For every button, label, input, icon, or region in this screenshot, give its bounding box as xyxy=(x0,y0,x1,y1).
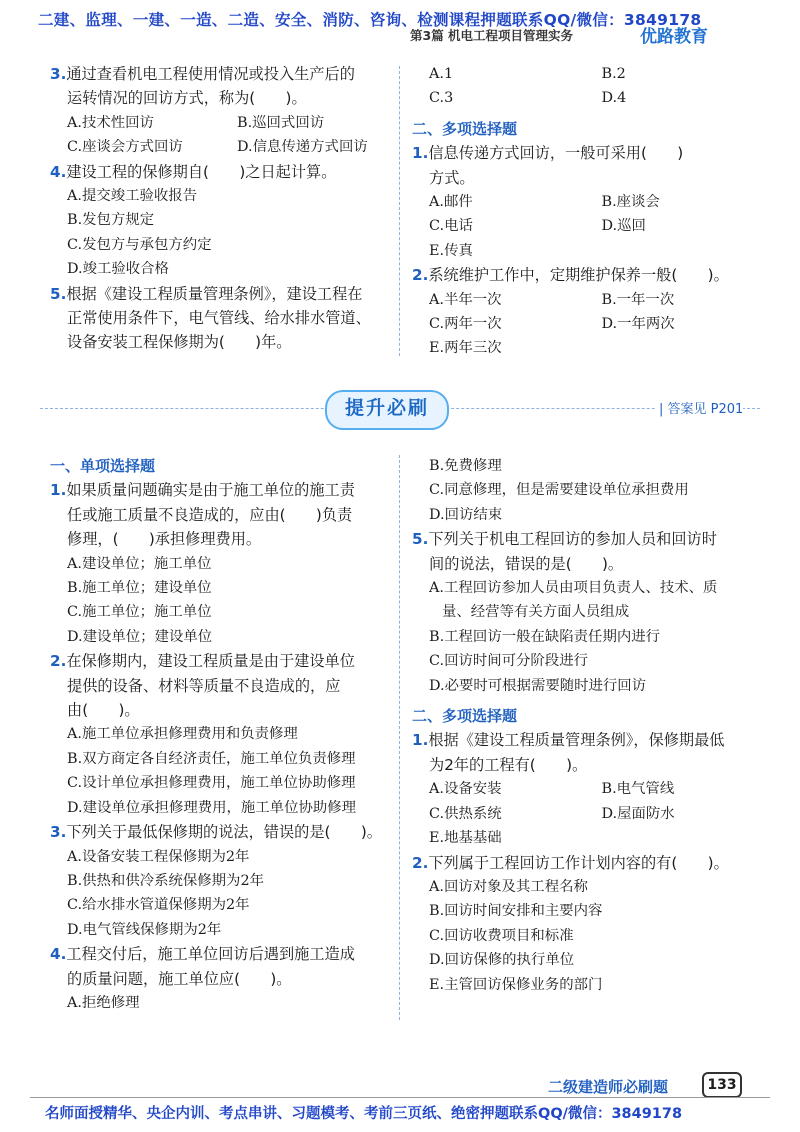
option: D.一年两次 xyxy=(601,316,675,333)
option: C.回访时间可分阶段进行 xyxy=(429,653,588,670)
option: A.工程回访参加人员由项目负责人、技术、质 xyxy=(429,580,718,597)
option: E.传真 xyxy=(429,242,473,259)
section-heading: 一、单项选择题 xyxy=(50,457,156,475)
question-2 xyxy=(50,649,395,820)
option: B.2 xyxy=(601,66,626,82)
option: D.巡回 xyxy=(601,218,646,235)
option: C.发包方与承包方约定 xyxy=(67,236,212,253)
option: B.电气管线 xyxy=(601,781,675,798)
question-4 xyxy=(50,942,395,1015)
option: B.发包方规定 xyxy=(67,212,155,229)
option: A.设备安装 xyxy=(429,781,502,798)
question-text: 建设工程的保修期自( )之日起计算。 xyxy=(66,162,337,181)
option: B.双方商定各自经济责任，施工单位负责修理 xyxy=(67,750,356,767)
option: B.巡回式回访 xyxy=(237,114,325,131)
option: B.回访时间安排和主要内容 xyxy=(429,903,603,920)
top-right-column xyxy=(412,62,757,361)
question-3 xyxy=(50,62,390,160)
publisher-logo: 优路教育 xyxy=(640,27,708,47)
option: A.邮件 xyxy=(429,194,473,211)
question-2 xyxy=(412,263,757,361)
top-ad-banner: 二建、监理、一建、一造、二造、安全、消防、咨询、检测课程押题联系QQ/微信：3849178 xyxy=(38,11,702,29)
answer-reference: | 答案见 P201 xyxy=(655,398,743,417)
question-text: 如果质量问题确实是由于施工单位的施工责 xyxy=(66,481,355,500)
question-number: 5. xyxy=(50,284,67,303)
question-text: 根据《建设工程质量管理条例》，保修期最低 xyxy=(428,731,725,750)
question-text: 通过查看机电工程使用情况或投入生产后的 xyxy=(66,65,355,83)
question-text: 根据《建设工程质量管理条例》，建设工程在 xyxy=(66,284,363,303)
option: C.同意修理，但是需要建设单位承担费用 xyxy=(429,482,689,499)
option: C.给水排水管道保修期为2年 xyxy=(67,897,250,914)
option: D.回访结束 xyxy=(429,506,503,523)
question-number: 5. xyxy=(412,530,429,549)
question-number: 4. xyxy=(50,945,67,964)
option: B.免费修理 xyxy=(429,458,502,474)
question-text-cont: 任或施工质量不良造成的，应由( )负责 xyxy=(67,505,353,524)
page-number: 133 xyxy=(702,1072,742,1098)
option: D.信息传递方式回访 xyxy=(237,139,368,156)
bottom-right-column xyxy=(412,454,757,997)
question-text: 信息传递方式回访，一般可采用( ) xyxy=(428,144,684,163)
question-text-cont: 为2年的工程有( )。 xyxy=(429,755,588,774)
question-text-cont: 设备安装工程保修期为( )年。 xyxy=(67,333,292,352)
question-number: 2. xyxy=(412,266,429,285)
option: B.一年一次 xyxy=(601,291,675,308)
question-number: 3. xyxy=(50,65,67,83)
option: D.建设单位承担修理费用，施工单位协助修理 xyxy=(67,799,357,816)
bottom-ad-banner: 名师面授精华、央企内训、考点串讲、习题模考、考前三页纸、绝密押题联系QQ/微信：3849178 xyxy=(45,1106,683,1122)
question-2 xyxy=(412,851,757,997)
option: D.回访保修的执行单位 xyxy=(429,952,575,969)
question-text: 工程交付后，施工单位回访后遇到施工造成 xyxy=(66,945,355,964)
question-text: 下列关于机电工程回访的参加人员和回访时 xyxy=(428,530,717,549)
question-5 xyxy=(50,282,390,355)
option: D.必要时可根据需要随时进行回访 xyxy=(429,677,647,694)
question-text: 下列属于工程回访工作计划内容的有( )。 xyxy=(428,853,729,872)
option: B.座谈会 xyxy=(601,194,660,211)
option: C.电话 xyxy=(429,218,473,235)
question-text: 下列关于最低保修期的说法，错误的是( )。 xyxy=(66,823,382,842)
option: A.1 xyxy=(429,66,454,82)
option: A.施工单位承担修理费用和负责修理 xyxy=(67,726,298,743)
option: C.两年一次 xyxy=(429,316,502,333)
section-heading: 二、多项选择题 xyxy=(412,119,518,138)
question-text-cont: 提供的设备、材料等质量不良造成的，应 xyxy=(67,676,341,695)
question-text-cont: 正常使用条件下，电气管线、给水排水管道、 xyxy=(67,309,371,328)
option: C.回访收费项目和标准 xyxy=(429,927,574,944)
option: A.设备安装工程保修期为2年 xyxy=(67,848,250,865)
question-text: 在保修期内，建设工程质量是由于建设单位 xyxy=(66,652,355,671)
question-text: 系统维护工作中，定期维护保养一般( )。 xyxy=(428,266,729,285)
option: C.座谈会方式回访 xyxy=(67,139,183,156)
question-text-cont: 由( )。 xyxy=(67,701,140,720)
option: E.两年三次 xyxy=(429,340,502,357)
question-4 xyxy=(50,160,390,282)
book-title: 二级建造师必刷题 xyxy=(548,1078,669,1096)
question-5 xyxy=(412,527,757,698)
option-cont: 量、经营等有关方面人员组成 xyxy=(442,604,630,621)
option: C.3 xyxy=(429,90,454,107)
question-number: 4. xyxy=(50,162,67,181)
question-number: 1. xyxy=(412,144,429,163)
question-text-cont: 修理，( )承担修理费用。 xyxy=(67,530,262,549)
option: D.4 xyxy=(601,90,627,107)
chapter-title: 第3篇 机电工程项目管理实务 xyxy=(410,28,574,43)
option: A.回访对象及其工程名称 xyxy=(429,878,588,895)
option: A.提交竣工验收报告 xyxy=(67,188,198,205)
option: A.拒绝修理 xyxy=(67,994,140,1011)
question-3 xyxy=(50,820,395,942)
option: B.施工单位；建设单位 xyxy=(67,580,212,597)
question-number: 1. xyxy=(50,481,67,500)
option: E.主管回访保修业务的部门 xyxy=(429,976,603,993)
column-divider xyxy=(399,455,400,1020)
option: E.地基基础 xyxy=(429,830,502,847)
question-text-cont: 运转情况的回访方式，称为( )。 xyxy=(67,89,307,108)
option: D.电气管线保修期为2年 xyxy=(67,921,222,938)
section-badge-label: 提升必刷 xyxy=(344,397,429,419)
question-text-cont: 间的说法，错误的是( )。 xyxy=(429,554,624,573)
option: A.技术性回访 xyxy=(67,114,154,131)
question-1 xyxy=(412,728,757,850)
option: D.屋面防水 xyxy=(601,805,675,822)
option: D.建设单位；建设单位 xyxy=(67,628,213,645)
top-left-column xyxy=(50,62,390,355)
column-divider xyxy=(399,66,400,356)
question-number: 3. xyxy=(50,823,67,842)
question-1 xyxy=(412,141,757,263)
footer-rule xyxy=(30,1097,770,1098)
question-text-cont: 方式。 xyxy=(429,168,475,187)
question-number: 2. xyxy=(412,853,429,872)
question-text-cont: 的质量问题，施工单位应( )。 xyxy=(67,969,292,988)
question-number: 2. xyxy=(50,652,67,671)
section-heading: 二、多项选择题 xyxy=(412,707,518,726)
question-number: 1. xyxy=(412,731,429,750)
option: A.半年一次 xyxy=(429,291,502,308)
option: C.施工单位；施工单位 xyxy=(67,604,212,621)
option: A.建设单位；施工单位 xyxy=(67,555,212,572)
option: D.竣工验收合格 xyxy=(67,261,169,278)
option: B.供热和供冷系统保修期为2年 xyxy=(67,872,264,889)
option: C.供热系统 xyxy=(429,805,502,822)
option: B.工程回访一般在缺陷责任期内进行 xyxy=(429,628,661,645)
bottom-left-column xyxy=(50,454,395,1015)
question-1 xyxy=(50,478,395,649)
option: C.设计单位承担修理费用，施工单位协助修理 xyxy=(67,775,356,792)
section-badge xyxy=(325,390,449,430)
